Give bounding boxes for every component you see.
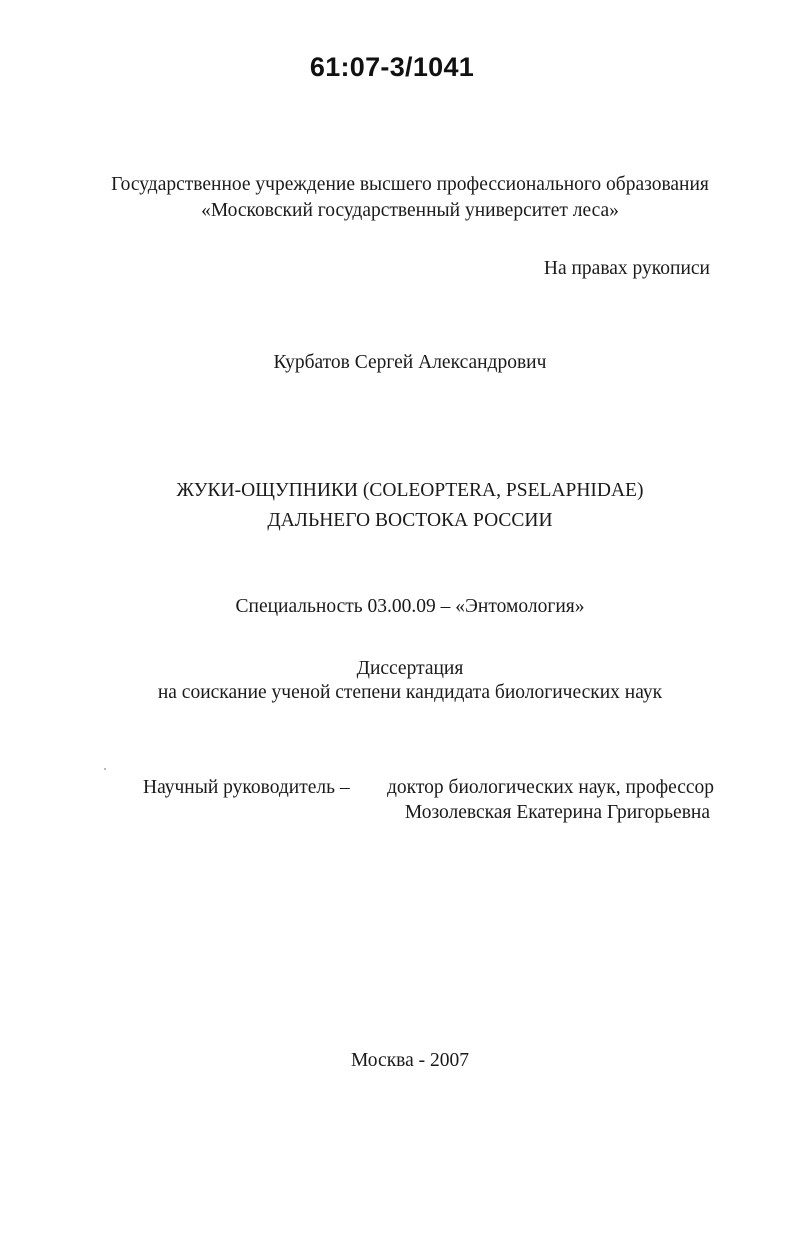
advisor-name: Мозолевская Екатерина Григорьевна — [404, 802, 710, 823]
institution-line-2: «Московский государственный университет леса» — [201, 200, 619, 221]
manuscript-note: На правах рукописи — [543, 258, 710, 279]
dissertation-heading: Диссертация — [356, 658, 464, 679]
advisor-degree: доктор биологических наук, профессор — [387, 777, 715, 798]
scan-speck — [104, 768, 106, 770]
dissertation-degree: на соискание ученой степени кандидата биологических наук — [157, 682, 663, 703]
archive-stamp: 61:07-3/1041 — [309, 52, 475, 82]
place-year: Москва - 2007 — [350, 1050, 470, 1071]
specialty: Специальность 03.00.09 – «Энтомология» — [235, 596, 585, 617]
advisor-label: Научный руководитель – — [143, 777, 350, 798]
institution-line-1: Государственное учреждение высшего профессионального образования — [111, 174, 709, 195]
thesis-title-line-2: ДАЛЬНЕГО ВОСТОКА РОССИИ — [267, 510, 553, 531]
thesis-title-line-1: ЖУКИ-ОЩУПНИКИ (COLEOPTERA, PSELAPHIDAE) — [176, 480, 644, 501]
author-name: Курбатов Сергей Александрович — [273, 352, 547, 373]
